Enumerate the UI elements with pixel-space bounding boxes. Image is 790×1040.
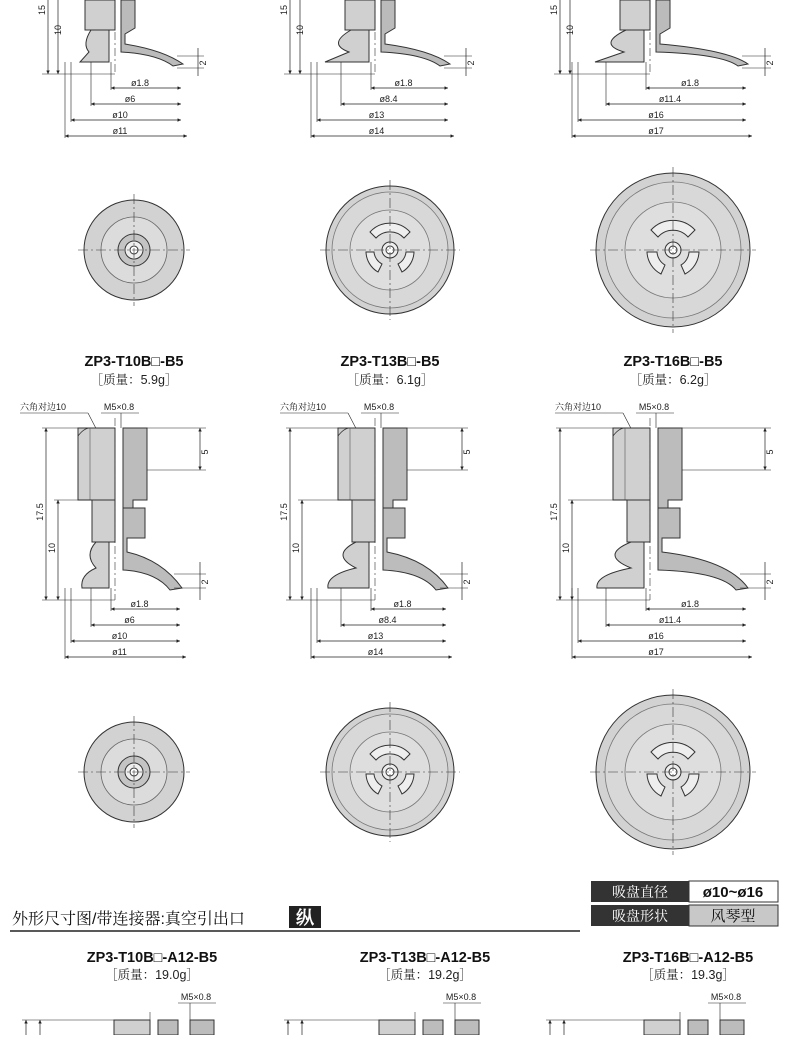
section-badge: 纵 [296,908,314,928]
dimension-label: ø11.4 [658,615,682,625]
body-shape [644,1020,680,1035]
side-profile-top-2 [279,0,476,138]
dimension-label: ø1.8 [680,599,700,609]
weight-t13-b5: ［质量：6.1g］ [346,373,434,387]
section-shape [656,0,748,66]
section-hex [658,428,682,508]
dimension-label: ø1.8 [393,599,412,609]
top-view-t13 [320,180,460,320]
hex-label: 六角对边10 [280,402,327,412]
cup-shape [80,30,109,62]
spec-value-diameter: ø10~ø16 [702,884,764,901]
model-title-t16-b5: ZP3-T16B□-B5 [623,354,723,370]
model-title-t13-b5: ZP3-T13B□-B5 [340,354,440,370]
dimension-label: 2 [462,579,472,585]
section-cup [383,508,448,590]
section-hex [123,428,147,508]
thread-label: M5×0.8 [363,402,395,412]
dimension-label: 10 [565,24,575,36]
section-shape [190,1020,214,1035]
model-title-t16-a12: ZP3-T16B□-A12-B5 [622,950,754,966]
section-cup [658,508,748,590]
dimension-label: 17.5 [279,503,289,521]
spec-label-diameter: 吸盘直径 [612,884,668,900]
hex-label: 六角对边10 [555,402,602,412]
section-shape [158,1020,178,1035]
weight-t16-b5: ［质量：6.2g］ [629,373,717,387]
cup-shape [595,30,644,62]
cup-shape [82,542,109,588]
side-profile-row3-2 [284,992,481,1035]
dimension-label: ø13 [367,631,384,641]
spec-label-shape: 吸盘形状 [612,908,668,924]
side-profile-top-1 [37,0,208,138]
dimension-label: ø6 [124,94,136,104]
dimension-label: 15 [37,4,47,16]
dimension-label: ø16 [648,631,664,641]
side-profile-row3-3 [546,992,746,1035]
thread-label: M5×0.8 [710,992,742,1002]
thread-label: M5×0.8 [103,402,135,412]
dimension-label: 10 [561,542,571,554]
section-shape [423,1020,443,1035]
dimension-label: ø1.8 [130,599,149,609]
top-view-t16 [590,167,756,333]
dimension-label: ø1.8 [130,78,150,88]
top-view-t10 [78,194,190,306]
section-header [10,906,580,931]
section-shape [720,1020,744,1035]
dimension-label: 17.5 [549,503,559,521]
spec-value-shape: 风琴型 [710,908,756,925]
cup-shape [328,542,369,588]
dimension-label: ø10 [111,631,128,641]
dimension-label: ø16 [648,110,664,120]
dimension-label: ø11.4 [658,94,682,104]
top-view-t10-b [78,716,190,828]
dimension-label: 10 [53,24,63,36]
top-view-t13-b [320,702,460,842]
dimension-label: 2 [765,60,775,66]
side-profile-top-3 [549,0,775,138]
section-cup [123,508,182,590]
weight-t10-b5: ［质量：5.9g］ [90,373,178,387]
model-title-t10-a12: ZP3-T10B□-A12-B5 [86,950,218,966]
section-shape [455,1020,479,1035]
hex-body [613,428,650,500]
side-profile-row2-1 [20,401,210,659]
dimension-label: ø14 [367,647,384,657]
section-title: 外形尺寸图/带连接器:真空引出口 [12,911,245,928]
dimension-label: 15 [279,4,289,16]
side-profile-row2-2 [279,401,472,659]
dimension-label: ø1.8 [394,78,413,88]
dimension-label: 17.5 [35,503,45,521]
cup-shape [325,30,369,62]
section-shape [121,0,183,66]
dimension-label: 5 [462,449,472,455]
body-shape [620,0,650,30]
dimension-label: 10 [291,542,301,554]
hex-body [78,428,115,500]
weight-t13-a12: ［质量：19.2g］ [378,968,472,982]
dimension-label: ø14 [368,126,385,136]
body-shape [379,1020,415,1035]
model-title-t13-a12: ZP3-T13B□-A12-B5 [359,950,491,966]
weight-t10-a12: ［质量：19.0g］ [105,968,199,982]
side-profile-row2-3 [549,401,775,659]
dimension-label: ø17 [648,126,664,136]
model-title-t10-b5: ZP3-T10B□-B5 [84,354,184,370]
hex-label: 六角对边10 [20,402,67,412]
dimension-label: 2 [200,579,210,585]
top-view-t16-b [590,689,756,855]
lower-body [352,500,375,542]
dimension-label: 2 [198,60,208,66]
dimension-label: ø8.4 [379,94,398,104]
dimension-label: 15 [549,4,559,16]
body-shape [114,1020,150,1035]
dimension-label: ø6 [124,615,135,625]
body-shape [85,0,115,30]
dimension-label: ø10 [112,110,128,120]
thread-label: M5×0.8 [445,992,477,1002]
side-profile-row3-1 [22,992,216,1035]
body-shape [345,0,375,30]
spec-table [591,881,778,926]
dimension-label: ø11 [112,647,127,657]
section-shape [688,1020,708,1035]
lower-body [92,500,115,542]
weight-t16-a12: ［质量：19.3g］ [641,968,735,982]
dimension-label: ø8.4 [378,615,397,625]
dimension-label: 10 [47,542,57,554]
dimension-label: 5 [200,449,210,455]
dimension-label: 2 [765,579,775,585]
dimension-label: ø1.8 [680,78,700,88]
dimension-label: 5 [765,449,775,455]
thread-label: M5×0.8 [180,992,212,1002]
dimension-label: 10 [295,24,305,36]
dimension-label: ø11 [112,126,128,136]
lower-body [627,500,650,542]
hex-body [338,428,375,500]
dimension-label: ø13 [368,110,385,120]
thread-label: M5×0.8 [638,402,670,412]
cup-shape [597,542,644,588]
dimension-label: 2 [466,60,476,66]
dimension-label: ø17 [648,647,664,657]
section-shape [381,0,450,66]
section-hex [383,428,407,508]
